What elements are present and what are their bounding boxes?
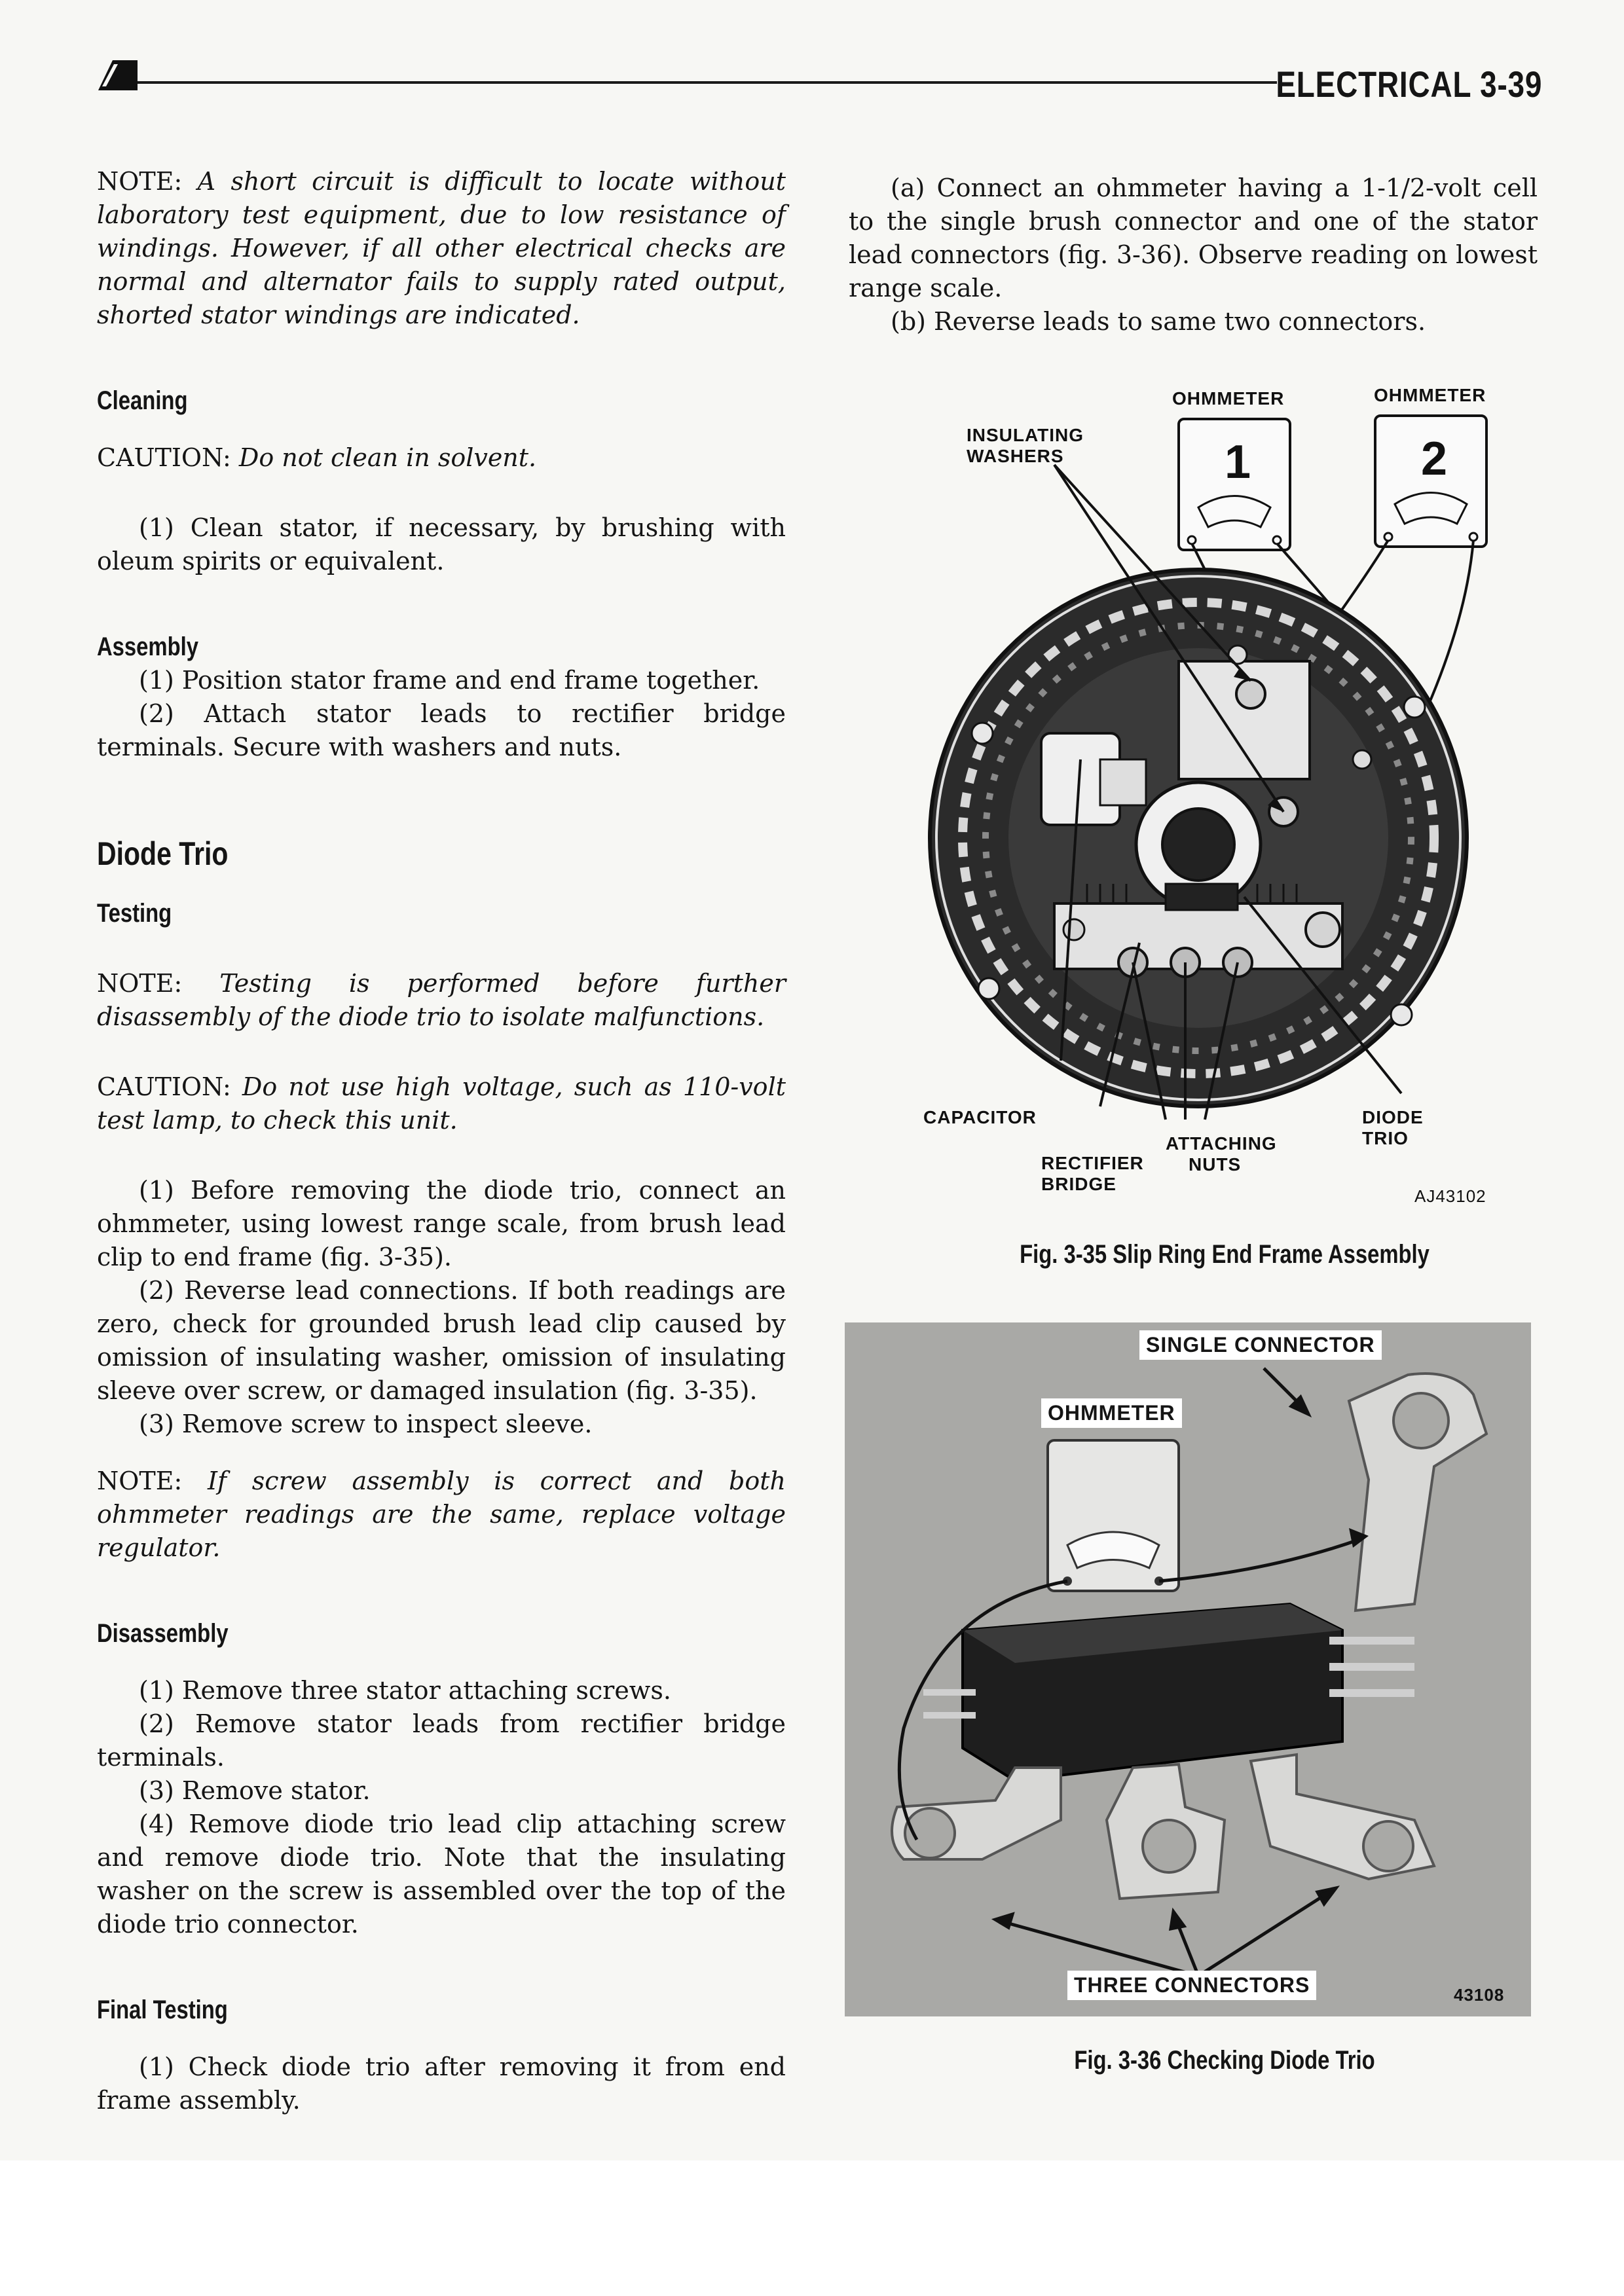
page-header-title: ELECTRICAL 3-39 [1276,64,1542,105]
testing-step-1: (1) Before removing the diode trio, connect an ohmmeter, using lowest range scale, from brush lead clip to end frame (fig. 3-35). [97,1176,786,1271]
disassembly-step-2: (2) Remove stator leads from rectifier bridge terminals. [97,1709,786,1772]
label-ohmmeter-1: OHMMETER [1172,388,1285,409]
figure-3-36-checking-diode-trio [845,1322,1531,2016]
caution-label: CAUTION: [97,443,231,472]
caution-cleaning [97,441,786,475]
label-attaching: ATTACHING [1166,1133,1277,1154]
label-ohmmeter-2: OHMMETER [1374,385,1486,405]
final-testing-step-1: (1) Check diode trio after removing it from end frame assembly. [97,2052,786,2115]
left-column [97,165,786,2117]
page-bottom-margin [0,2160,1624,2296]
label-nuts: NUTS [1189,1154,1242,1175]
note-label: NOTE: [97,167,183,196]
heading-testing: Testing [97,899,172,928]
header-rule [138,81,1277,84]
label-ohmmeter: OHMMETER [1041,1398,1182,1428]
ohmmeter-icon [1048,1440,1179,1591]
label-three-connectors: THREE CONNECTORS [1067,1971,1316,2000]
testing-step-2: (2) Reverse lead connections. If both readings are zero, check for grounded brush lead clip caused by omission of insulating washer, omission of insulating sleeve over screw, or damaged insulation (fig. 3-35). [97,1276,786,1405]
figure-code: 43108 [1454,1985,1505,2005]
heading-diode-trio: Diode Trio [97,835,229,872]
assembly-step-1: (1) Position stator frame and end frame together. [139,666,760,695]
diode-trio-body [923,1604,1414,1781]
cleaning-step-1: (1) Clean stator, if necessary, by brushing with oleum spirits or equivalent. [97,513,786,575]
figure-3-36-caption: Fig. 3-36 Checking Diode Trio [1074,2046,1375,2075]
label-rectifier: RECTIFIER [1041,1153,1144,1173]
label-bridge: BRIDGE [1041,1174,1116,1194]
note-label: NOTE: [97,969,183,998]
note-testing [97,967,786,1034]
step-a: (a) Connect an ohmmeter having a 1-1/2-volt cell to the single brush connector and one of the stator lead connectors (fig. 3-36). Observe reading on lowest range scale. [849,173,1538,302]
heading-disassembly: Disassembly [97,1619,229,1648]
caution-text: Do not use high voltage, such as 110-volt test lamp, to check this unit. [97,1072,786,1135]
meter-2-number: 2 [1421,433,1448,485]
meter-1-number: 1 [1225,436,1251,488]
step-b: (b) Reverse leads to same two connectors. [891,307,1426,336]
disassembly-step-1: (1) Remove three stator attaching screws. [139,1676,671,1705]
disassembly-step-4: (4) Remove diode trio lead clip attaching screw and remove diode trio. Note that the insulating washer on the screw is assembled over the top of the diode trio connector. [97,1810,786,1939]
heading-cleaning: Cleaning [97,386,188,415]
heading-assembly: Assembly [97,632,198,661]
note-text: Testing is performed before further disassembly of the diode trio to isolate malfunctions. [97,969,786,1031]
caution-label: CAUTION: [97,1072,231,1101]
label-capacitor: CAPACITOR [923,1107,1037,1127]
label-washers: WASHERS [967,446,1064,466]
testing-step-3: (3) Remove screw to inspect sleeve. [139,1410,593,1438]
right-column [849,172,1538,338]
brand-logo-icon [98,60,138,90]
figure-code: AJ43102 [1414,1186,1486,1205]
figure-3-35-caption: Fig. 3-35 Slip Ring End Frame Assembly [1020,1240,1430,1269]
note-label: NOTE: [97,1467,183,1495]
disassembly-step-3: (3) Remove stator. [139,1776,371,1805]
note-short-circuit [97,165,786,332]
label-diode: DIODE [1362,1107,1424,1127]
caution-testing [97,1070,786,1137]
label-insulating: INSULATING [967,425,1084,445]
end-frame-assembly-drawing [930,570,1467,1106]
label-single-connector: SINGLE CONNECTOR [1139,1330,1382,1360]
note-screw-assembly [97,1465,786,1565]
assembly-step-2: (2) Attach stator leads to rectifier bridge terminals. Secure with washers and nuts. [97,699,786,761]
note-text: If screw assembly is correct and both ohmmeter readings are the same, replace voltage regulator. [97,1467,786,1562]
label-trio: TRIO [1362,1128,1409,1148]
note-text: A short circuit is difficult to locate without laboratory test equipment, due to low resistance of windings. However, if all other electrical checks are normal and alternator fails to supply rated output, shorted stator windings are indicated. [97,167,786,329]
caution-text: Do not clean in solvent. [238,443,537,472]
figure-3-35-slip-ring-end-frame [904,367,1545,1205]
heading-final-testing: Final Testing [97,1995,228,2024]
